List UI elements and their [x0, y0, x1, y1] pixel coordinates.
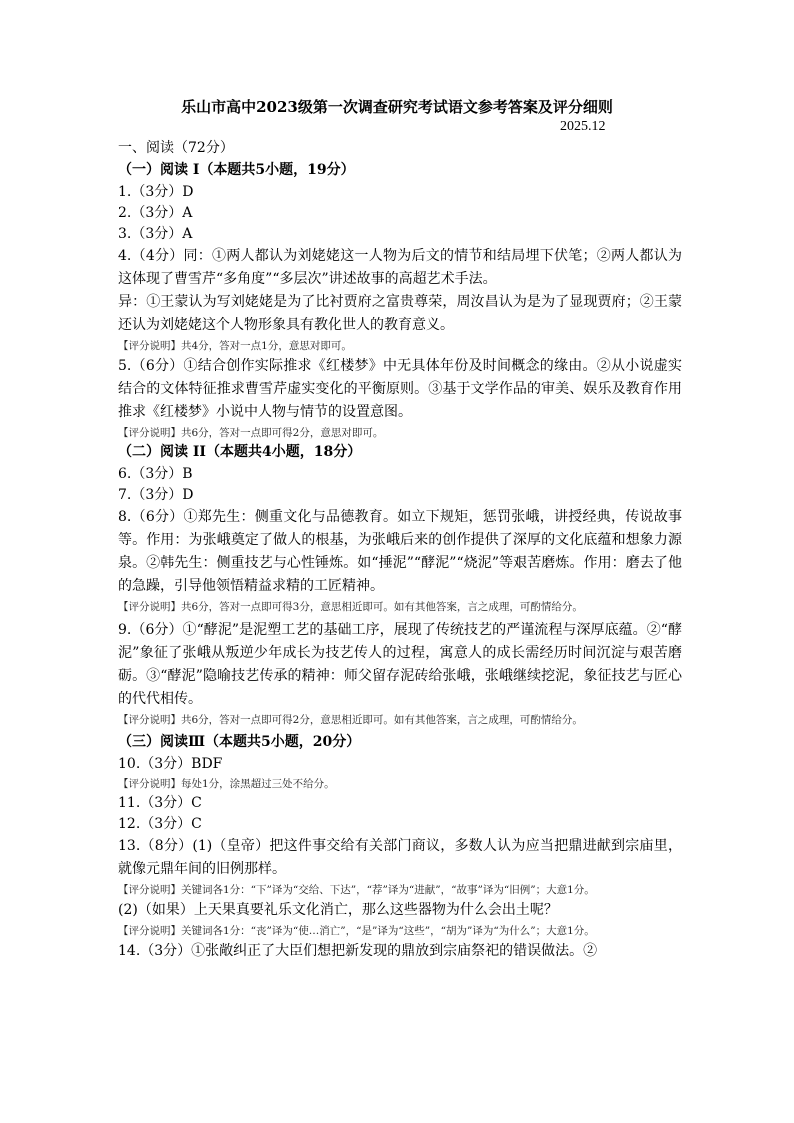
answer-q2: 2.（3分）A: [118, 205, 193, 221]
answer-q9: 9.（6分）①“酵泥”是泥塑工艺的基础工序，展现了传统技艺的严谨流程与深厚底蕴。②“酵泥”象征了张峨从叛逆少年成长为技艺传人的过程，寓意人的成长需经历时间沉淀与艰苦磨砺。③“酵泥”隐喻技艺传承的精神：师父留存泥砖给张峨，张峨继续挖泥，象征技艺与匠心的代代相传。: [118, 622, 682, 707]
answer-q6: 6.（3分）B: [118, 466, 193, 482]
scoring-note-q13-2: 【评分说明】关键词各1分：“丧”译为“使…消亡”，“是”译为“这些”，“胡为”译为“为什么”；大意1分。: [118, 925, 595, 937]
answer-q5: 5.（6分）①结合创作实际推求《红楼梦》中无具体年份及时间概念的缘由。②从小说虚实结合的文体特征推求曹雪芹虚实变化的平衡原则。③基于文学作品的审美、娱乐及教育作用推求《红楼梦》小说中人物与情节的设置意图。: [118, 358, 682, 420]
document-body: [118, 138, 682, 963]
answer-q11: 11.（3分）C: [118, 795, 202, 811]
scoring-note-q13-1: 【评分说明】关键词各1分：“下”译为“交给、下达”，“荐”译为“进献”，“故事”译为“旧例”；大意1分。: [118, 884, 595, 896]
part-heading-1: （一）阅读 I（本题共5小题，19分）: [118, 162, 355, 178]
answer-q13-2: (2)（如果）上天果真要礼乐文化消亡，那么这些器物为什么会出土呢？: [118, 902, 558, 918]
document-date: 2025.12: [560, 119, 606, 134]
answer-q7: 7.（3分）D: [118, 487, 194, 503]
part-heading-3: （三）阅读Ⅲ（本题共5小题，20分）: [118, 734, 361, 750]
answer-q8: 8.（6分）①郑先生：侧重文化与品德教育。如立下规矩，惩罚张峨，讲授经典，传说故事等。作用：为张峨奠定了做人的根基，为张峨后来的创作提供了深厚的文化底蕴和想象力源泉。②韩先生：侧重技艺与心性锤炼。如“捶泥”“酵泥”“烧泥”等艰苦磨炼。作用：磨去了他的急躁，引导他领悟精益求精的工匠精神。: [118, 509, 682, 594]
answer-q13-1: 13.（8分）(1)（皇帝）把这件事交给有关部门商议，多数人认为应当把鼎进献到宗庙里，就像元鼎年间的旧例那样。: [118, 838, 682, 877]
scoring-note-q10: 【评分说明】每处1分，涂黑超过三处不给分。: [118, 778, 335, 790]
scoring-note-q5: 【评分说明】共6分，答对一点即可得2分，意思对即可。: [118, 427, 384, 439]
answer-q3: 3.（3分）A: [118, 226, 193, 242]
answer-q4: 4.（4分）同：①两人都认为刘姥姥这一人物为后文的情节和结局埋下伏笔；②两人都认为这体现了曹雪芹“多角度”“多层次”讲述故事的高超艺术手法。: [118, 248, 682, 287]
document-title: 乐山市高中2023级第一次调查研究考试语文参考答案及评分细则: [181, 98, 613, 116]
section-heading: 一、阅读（72分）: [118, 140, 234, 156]
answer-q10: 10.（3分）BDF: [118, 756, 223, 772]
scoring-note-q9: 【评分说明】共6分，答对一点即可得2分，意思相近即可。如有其他答案，言之成理，可酌情给分。: [118, 714, 583, 726]
answer-q12: 12.（3分）C: [118, 816, 202, 832]
answer-q1: 1.（3分）D: [118, 184, 194, 200]
part-heading-2: （二）阅读 II（本题共4小题，18分）: [118, 444, 362, 460]
scoring-note-q4: 【评分说明】共4分，答对一点1分，意思对即可。: [118, 340, 352, 352]
answer-q14: 14.（3分）①张敞纠正了大臣们想把新发现的鼎放到宗庙祭祀的错误做法。②: [118, 943, 598, 959]
answer-q4-diff: 异：①王蒙认为写刘姥姥是为了比衬贾府之富贵尊荣，周汝昌认为是为了显现贾府；②王蒙还认为刘姥姥这个人物形象具有教化世人的教育意义。: [118, 294, 682, 333]
scoring-note-q8: 【评分说明】共6分，答对一点即可得3分，意思相近即可。如有其他答案，言之成理，可酌情给分。: [118, 601, 583, 613]
